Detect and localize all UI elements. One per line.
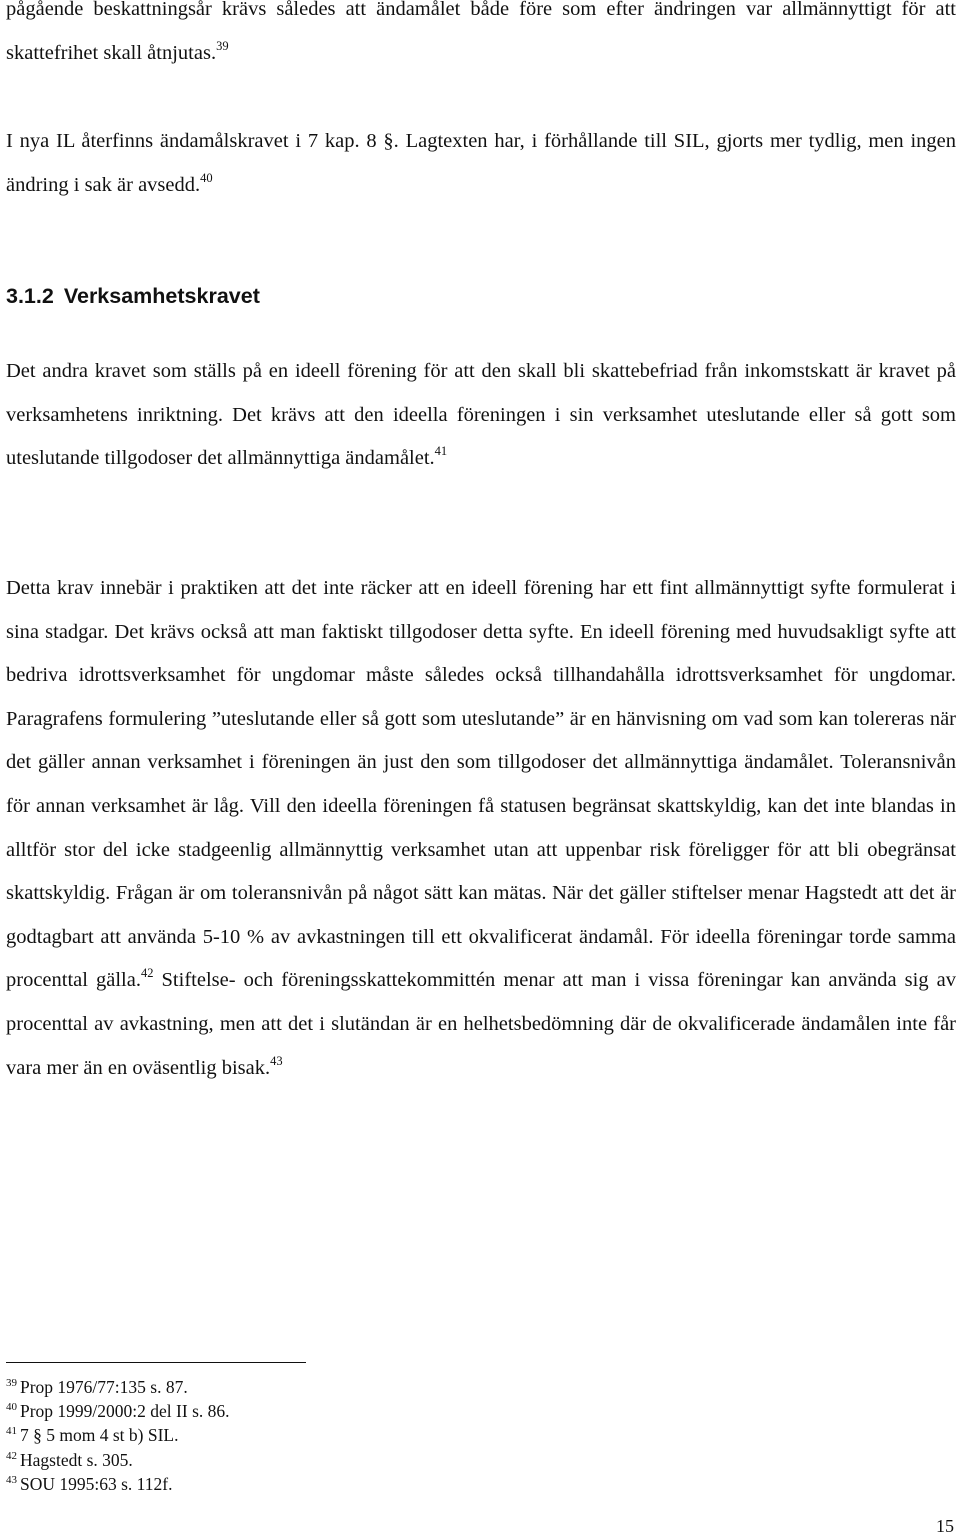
paragraph-continued [6, 0, 956, 75]
paragraph-text: Stiftelse- och föreningsskattekommittén menar att man i vissa föreningar kan använda sig av procenttal av avkastning, men att det i slutändan är en helhetsbedömning där de okvalificerade ändamålen inte får vara mer än en oväsentlig bisak. [6, 969, 957, 1079]
footnote-item [6, 1399, 230, 1423]
footnote-list [6, 1375, 230, 1496]
paragraph-text: I nya IL återfinns ändamålskravet i 7 kap. 8 §. Lagtexten har, i förhållande till SIL, gjorts mer tydlig, men ingen ändring i sak är avsedd. [6, 130, 956, 196]
page-number: 15 [936, 1516, 954, 1536]
section-title: Verksamhetskravet [63, 284, 260, 308]
paragraph-il [6, 120, 956, 207]
footnote-text: Prop 1999/2000:2 del II s. 86. [20, 1401, 230, 1422]
footnote-number: 39 [6, 1377, 17, 1389]
footnote-number: 40 [6, 1401, 17, 1414]
footnote-ref-41[interactable]: 41 [434, 444, 448, 459]
paragraph-toleransniva [6, 567, 956, 1090]
footnote-number: 41 [6, 1425, 17, 1438]
footnote-text: Prop 1976/77:135 s. 87. [20, 1377, 188, 1397]
footnote-ref-42[interactable]: 42 [140, 966, 154, 981]
footnote-item [6, 1375, 230, 1399]
section-number: 3.1.2 [6, 284, 54, 308]
paragraph-text: Detta krav innebär i praktiken att det inte räcker att en ideell förening har ett fint allmännyttigt syfte formulerat i sina stadgar. Det krävs också att man faktiskt tillgodoser detta syfte. En ideell förening med huvudsakligt syfte att bedriva idrottsverksamhet för ungdomar måste således också tillhandahålla idrottsverksamhet för ungdomar. Paragrafens formulering ”uteslutande eller så gott som uteslutande” är en hänvisning om vad som kan tolereras när det gäller annan verksamhet i föreningen än just den som tillgodoser det allmännyttiga ändamålet. Toleransnivån för annan verksamhet är låg. Vill den ideella föreningen få statusen begränsat skattskyldig, kan det inte blandas in alltför stor del icke stadgeenlig allmännyttig verksamhet utan att uppenbar risk föreligger för att bli obegränsat skattskyldig. Frågan är om toleransnivån på något sätt kan mätas. När det gäller stiftelser menar Hagstedt att det är godtagbart att använda 5-10 % av avkastningen till ett okvalificerat ändamål. För ideella föreningar torde samma procenttal gälla. [6, 577, 956, 992]
footnote-item [6, 1472, 230, 1496]
footnote-text: SOU 1995:63 s. 112f. [20, 1473, 173, 1494]
footnote-ref-43[interactable]: 43 [270, 1053, 283, 1068]
footnote-divider [6, 1362, 306, 1363]
footnote-number: 43 [6, 1473, 17, 1486]
footnote-ref-39[interactable]: 39 [216, 38, 229, 53]
footnote-ref-40[interactable]: 40 [200, 170, 213, 185]
paragraph-verksamhetskrav [6, 350, 956, 481]
paragraph-text: Det andra kravet som ställs på en ideell förening för att den skall bli skattebefriad från inkomstskatt är kravet på verksamhetens inriktning. Det krävs att den ideella föreningen i sin verksamhet uteslutande eller så gott som uteslutande tillgodoser det allmännyttiga ändamålet. [6, 360, 956, 470]
footnote-text: 7 § 5 mom 4 st b) SIL. [20, 1425, 179, 1446]
footnote-item [6, 1423, 230, 1447]
footnote-item [6, 1448, 230, 1472]
section-heading [6, 278, 260, 314]
paragraph-text: pågående beskattningsår krävs således att ändamålet både före som efter ändringen var allmännyttigt för att skattefrihet skall åtnjutas. [6, 0, 956, 64]
footnote-number: 42 [6, 1449, 17, 1462]
footnote-text: Hagstedt s. 305. [20, 1449, 133, 1470]
